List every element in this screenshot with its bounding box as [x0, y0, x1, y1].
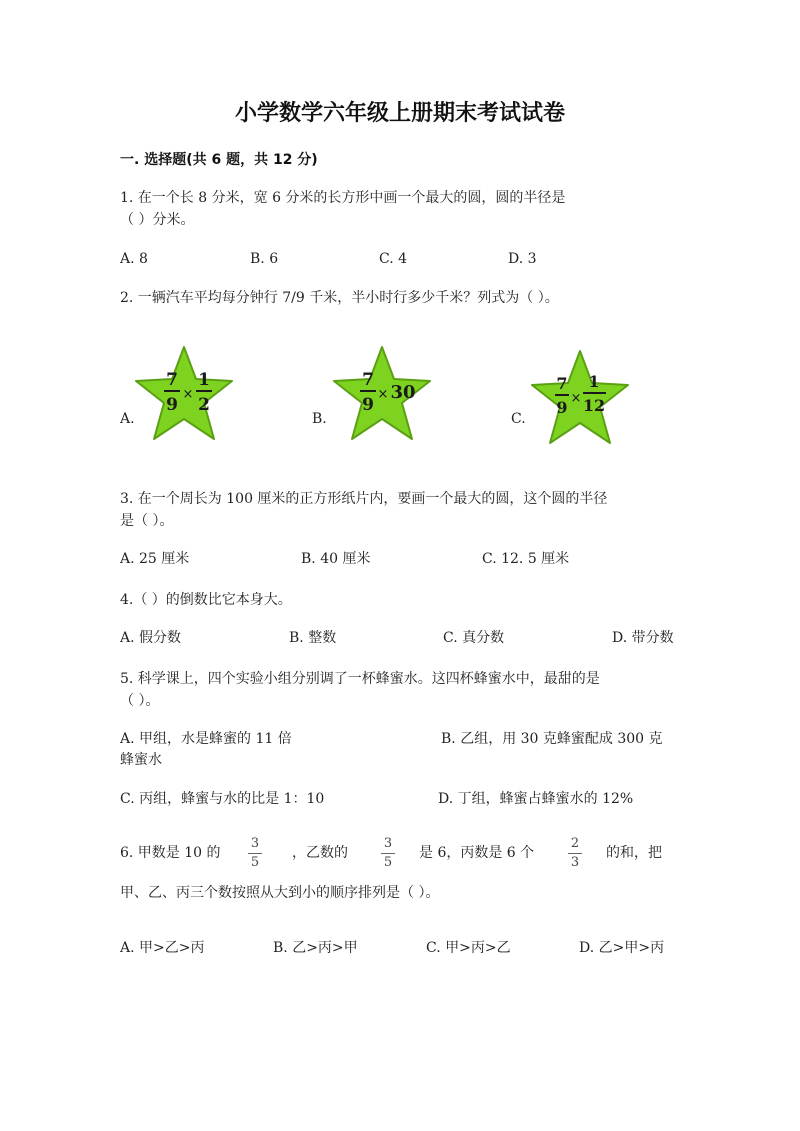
q4-option-a[interactable]: A. 假分数: [120, 630, 182, 646]
q1-option-c[interactable]: C. 4: [379, 251, 408, 267]
question-5-line1: 5. 科学课上，四个实验小组分别调了一杯蜂蜜水。这四杯蜂蜜水中，最甜的是: [120, 671, 600, 687]
star-b-num: 7: [362, 370, 374, 390]
q4-option-d[interactable]: D. 带分数: [612, 630, 674, 646]
q6-option-b[interactable]: B. 乙>丙>甲: [273, 940, 358, 956]
star-b-den: 9: [362, 395, 374, 415]
section-heading: 一. 选择题(共 6 题，共 12 分): [120, 152, 318, 168]
star-c-op: ×: [570, 391, 582, 406]
question-1-line1: 1. 在一个长 8 分米，宽 6 分米的长方形中画一个最大的圆，圆的半径是: [120, 190, 566, 206]
star-a-den: 9: [166, 395, 178, 415]
q5-option-d[interactable]: D. 丁组，蜂蜜占蜂蜜水的 12%: [438, 791, 634, 807]
question-3-text: [120, 488, 680, 532]
q6-option-d[interactable]: D. 乙>甲>丙: [579, 940, 665, 956]
q3-option-b[interactable]: B. 40 厘米: [301, 551, 371, 567]
star-a-num: 7: [166, 370, 178, 390]
star-b-r: 30: [390, 382, 416, 403]
question-4-text: 4.（ ）的倒数比它本身大。: [120, 592, 292, 608]
q6-fraction-3: [566, 836, 584, 871]
q6-option-a[interactable]: A. 甲>乙>丙: [120, 940, 205, 956]
question-5-text: [120, 668, 680, 712]
q2-option-c-label[interactable]: C.: [511, 411, 526, 427]
q6-f1-num: 3: [250, 836, 260, 851]
question-5-line2: （ ）。: [120, 693, 160, 709]
q6-f2-num: 3: [383, 836, 393, 851]
star-option-a-image[interactable]: [132, 343, 236, 443]
q1-option-a[interactable]: A. 8: [120, 251, 148, 267]
star-c-rnum: 1: [588, 372, 600, 391]
q6-part3: 是 6，丙数是 6 个: [419, 845, 535, 861]
q6-part2: ，乙数的: [292, 845, 348, 861]
star-b-op: ×: [377, 387, 389, 402]
q6-option-c[interactable]: C. 甲>丙>乙: [426, 940, 511, 956]
q1-option-b[interactable]: B. 6: [250, 251, 279, 267]
q5-option-b[interactable]: B. 乙组，用 30 克蜂蜜配成 300 克: [441, 731, 663, 747]
q2-option-a-label[interactable]: A.: [120, 411, 135, 427]
q6-f1-den: 5: [250, 855, 260, 870]
q6-part1: 6. 甲数是 10 的: [120, 845, 221, 861]
q1-option-d[interactable]: D. 3: [508, 251, 537, 267]
q3-option-c[interactable]: C. 12. 5 厘米: [482, 551, 570, 567]
question-3-line2: 是（ ）。: [120, 513, 174, 529]
q6-f3-num: 2: [570, 836, 580, 851]
star-c-den: 9: [556, 398, 568, 417]
q3-option-a[interactable]: A. 25 厘米: [120, 551, 190, 567]
star-option-b-image[interactable]: [330, 343, 434, 443]
star-c-num: 7: [556, 374, 568, 393]
star-option-c-image[interactable]: [528, 347, 632, 447]
q4-option-c[interactable]: C. 真分数: [443, 630, 505, 646]
question-1-text: [120, 187, 680, 231]
question-2-text: 2. 一辆汽车平均每分钟行 7/9 千米，半小时行多少千米？列式为（ ）。: [120, 290, 559, 306]
q6-fraction-1: [246, 836, 264, 871]
exam-title: 小学数学六年级上册期末考试试卷: [234, 101, 565, 126]
q6-f3-den: 3: [570, 855, 580, 870]
q5-option-c[interactable]: C. 丙组，蜂蜜与水的比是 1：10: [120, 791, 325, 807]
star-a-rden: 2: [198, 395, 210, 415]
q4-option-b[interactable]: B. 整数: [289, 630, 337, 646]
q6-line2: 甲、乙、丙三个数按照从大到小的顺序排列是（ ）。: [120, 885, 440, 901]
star-a-rnum: 1: [198, 370, 210, 390]
q6-part4: 的和，把: [606, 845, 662, 861]
question-1-line2: （ ）分米。: [120, 212, 195, 228]
q5-option-a[interactable]: A. 甲组，水是蜂蜜的 11 倍: [120, 731, 292, 747]
q6-f2-den: 5: [383, 855, 393, 870]
question-3-line1: 3. 在一个周长为 100 厘米的正方形纸片内，要画一个最大的圆，这个圆的半径: [120, 491, 608, 507]
q2-option-b-label[interactable]: B.: [312, 411, 327, 427]
star-c-rden: 12: [582, 396, 606, 415]
q6-fraction-2: [379, 836, 397, 871]
star-a-op: ×: [182, 387, 194, 402]
q5-option-b-cont[interactable]: 蜂蜜水: [120, 752, 162, 768]
